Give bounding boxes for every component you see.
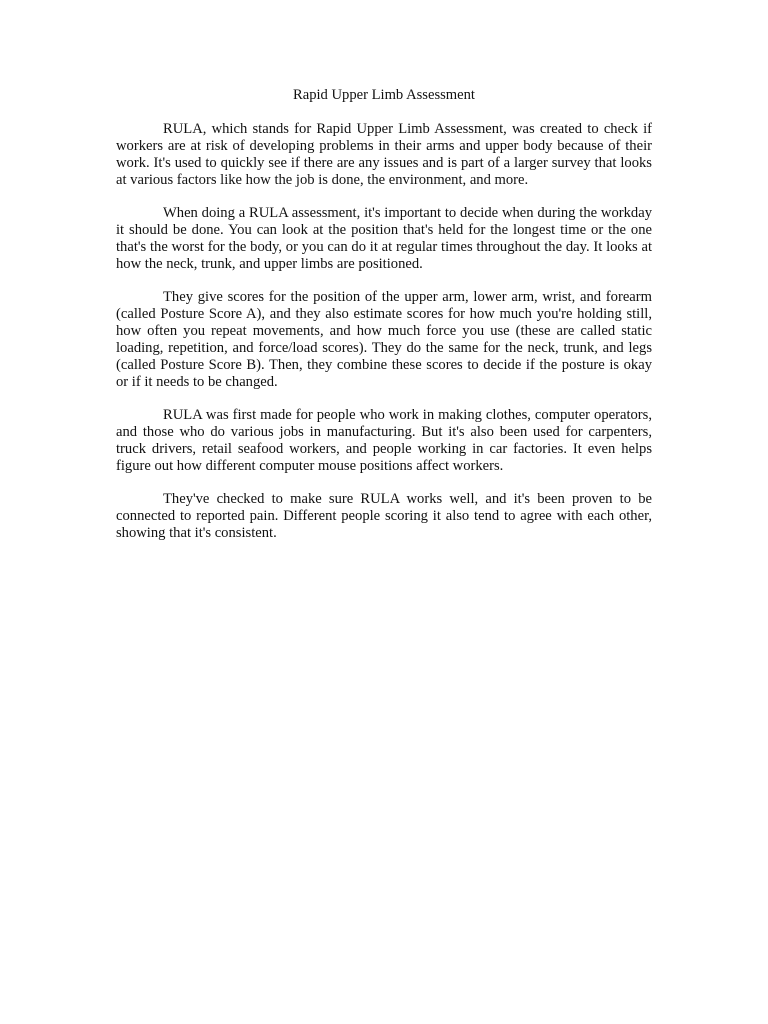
paragraph-posture-scores: They give scores for the position of the upper arm, lower arm, wrist, and forearm (called Posture Score A), and they also estimate scores for how much you're holding still, how often you repeat movements, and how much force you use (these are called static loading, repetition, and force/load scores). They do the same for the neck, trunk, and legs (called Posture Score B). Then, they combine these scores to decide if the posture is okay or if it needs to be changed. [116,289,652,390]
document-title: Rapid Upper Limb Assessment [292,87,475,103]
paragraph-rula-definition: RULA, which stands for Rapid Upper Limb Assessment, was created to check if workers are at risk of developing problems in their arms and upper body because of their work. It's used to quickly see if there are any issues and is part of a larger survey that looks at various factors like how the job is done, the environment, and more. [116,121,652,188]
paragraph-assessment-timing: When doing a RULA assessment, it's important to decide when during the workday it should be done. You can look at the position that's held for the longest time or the one that's the worst for the body, or you can do it at regular times throughout the day. It looks at how the neck, trunk, and upper limbs are positioned. [116,205,652,272]
document-body [116,87,652,558]
paragraph-applications: RULA was first made for people who work in making clothes, computer operators, and those who do various jobs in manufacturing. But it's also been used for carpenters, truck drivers, retail seafood workers, and people working in car factories. It even helps figure out how different computer mouse positions affect workers. [116,407,652,474]
paragraph-validation: They've checked to make sure RULA works well, and it's been proven to be connected to reported pain. Different people scoring it also tend to agree with each other, showing that it's consistent. [116,491,652,541]
